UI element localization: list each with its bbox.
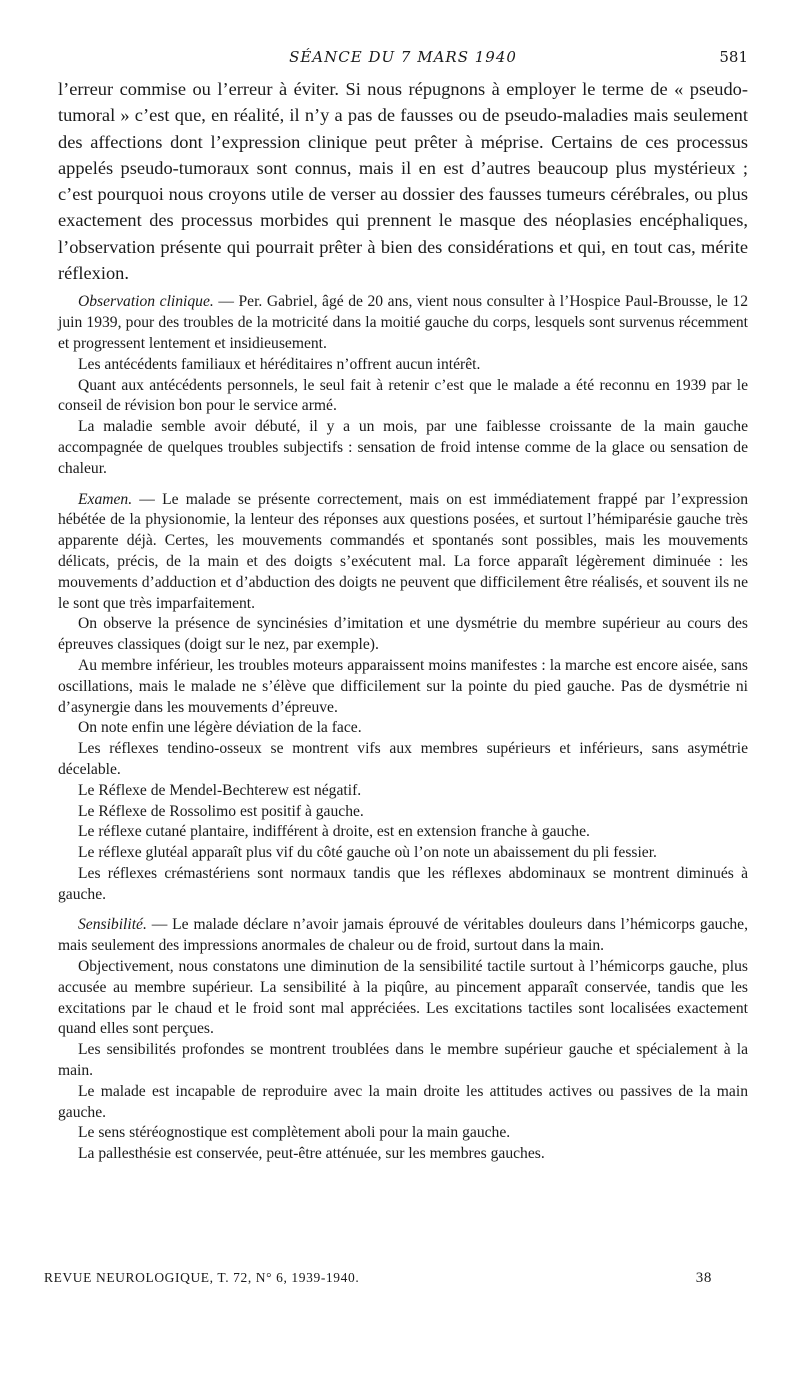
sheet-number: 38 [695, 1270, 712, 1286]
observation-intro-text: — Per. Gabriel, âgé de 20 ans, vient nous consulter à l’Hospice Paul-Brousse, le 12 juin 1939, pour des troubles de la motricité dans la moitié gauche du corps, lesquels sont survenus récemment et progressent lentement et insidieusement. [58, 293, 748, 352]
sensibilite-intro [58, 915, 748, 957]
paragraph: Les réflexes tendino-osseux se montrent vifs aux membres supérieurs et inférieurs, sans asymétrie décelable. [58, 740, 748, 778]
paragraph: Le sens stéréognostique est complètement aboli pour la main gauche. [78, 1124, 511, 1142]
page-title: SÉANCE DU 7 MARS 1940 [289, 48, 517, 66]
paragraph: Le malade est incapable de reproduire avec la main droite les attitudes actives ou passives de la main gauche. [58, 1082, 748, 1121]
paragraph: On note enfin une légère déviation de la face. [78, 719, 362, 737]
journal-citation: REVUE NEUROLOGIQUE, T. 72, N° 6, 1939-1940. [44, 1270, 360, 1285]
examen-intro-text: — Le malade se présente correctement, mais on est immédiatement frappé par l’expression hébétée de la physionomie, la lenteur des réponses aux questions posées, et surtout l’hémiparésie gauche très apparente déjà. Certes, les mouvements commandés et spontanés sont possibles, mais les mouvements délicats, précis, de la main et des doigts s’exécutent mal. La force apparaît légèrement diminuée : les mouvements d’adduction et d’abduction des doigts ne peuvent que difficilement être réalisés, et souvent ils ne le sont que très imparfaitement. [58, 490, 748, 612]
paragraph: Les sensibilités profondes se montrent troublées dans le membre supérieur gauche et spécialement à la main. [58, 1041, 748, 1080]
sensibilite-intro-text: — Le malade déclare n’avoir jamais éprouvé de véritables douleurs dans l’hémicorps gauche, mais seulement des impressions anormales de chaleur ou de froid, surtout dans la main. [58, 916, 748, 955]
observation-section [58, 292, 748, 479]
examen-intro [58, 490, 748, 615]
observation-intro [58, 292, 748, 354]
paragraph: Objectivement, nous constatons une diminution de la sensibilité tactile surtout à l’hémicorps gauche, plus accusée au membre supérieur. La sensibilité à la piqûre, au pincement apparaît conservée, tandis que les excitations par le chaud et le froid sont mal appréciées. Les excitations tactiles sont localisées exactement quand elles sont perçues. [58, 958, 748, 1038]
paragraph: La pallesthésie est conservée, peut-être atténuée, sur les membres gauches. [78, 1145, 545, 1163]
examen-section [58, 490, 748, 906]
paragraph: Quant aux antécédents personnels, le seul fait à retenir c’est que le malade a été reconnu en 1939 par le conseil de révision bon pour le service armé. [58, 376, 748, 415]
paragraph: Le réflexe glutéal apparaît plus vif du côté gauche où l’on note un abaissement du pli fessier. [78, 844, 657, 862]
sensibilite-section [58, 915, 748, 1165]
observation-heading: Observation clinique. [78, 293, 214, 311]
paragraph: Les antécédents familiaux et héréditaires n’offrent aucun intérêt. [78, 355, 481, 373]
page-footer [44, 1270, 712, 1286]
page [58, 48, 748, 1175]
paragraph: La maladie semble avoir débuté, il y a un mois, par une faiblesse croissante de la main gauche accompagnée de quelques troubles subjectifs : sensation de froid intense comme de la glace ou sensation de chaleur. [58, 418, 748, 477]
paragraph: Les réflexes crémastériens sont normaux tandis que les réflexes abdominaux se montrent diminués à gauche. [58, 864, 748, 903]
paragraph: Le réflexe cutané plantaire, indifférent à droite, est en extension franche à gauche. [78, 823, 590, 841]
examen-heading: Examen. [78, 490, 133, 508]
paragraph: On observe la présence de syncinésies d’imitation et une dysmétrie du membre supérieur au cours des épreuves classiques (doigt sur le nez, par exemple). [58, 615, 748, 654]
sensibilite-heading: Sensibilité. [78, 916, 147, 934]
paragraph: Au membre inférieur, les troubles moteurs apparaissent moins manifestes : la marche est encore aisée, sans oscillations, mais le malade ne s’élève que difficilement sur la pointe du pied gauche. Pas de dysmétrie ni d’asynergie dans les mouvements d’épreuve. [58, 656, 748, 716]
running-head [58, 48, 748, 76]
page-number: 581 [719, 48, 748, 66]
paragraph: Le Réflexe de Mendel-Bechterew est négatif. [78, 781, 362, 799]
lead-paragraph: l’erreur commise ou l’erreur à éviter. Si nous répugnons à employer le terme de « pseudo-tumoral » c’est que, en réalité, il n’y a pas de fausses ou de pseudo-maladies mais seulement des affections dont l’expression clinique peut prêter à méprise. Certains de ces processus appelés pseudo-tumoraux sont connus, mais il en est d’autres beaucoup plus mystérieux ; c’est pourquoi nous croyons utile de verser au dossier des fausses tumeurs cérébrales, ou plus exactement des processus morbides qui prennent le masque des néoplasies encéphaliques, l’observation présente qui pourrait prêter à bien des considérations et qui, en tout cas, mérite réflexion. [58, 79, 748, 284]
paragraph: Le Réflexe de Rossolimo est positif à gauche. [78, 802, 364, 820]
